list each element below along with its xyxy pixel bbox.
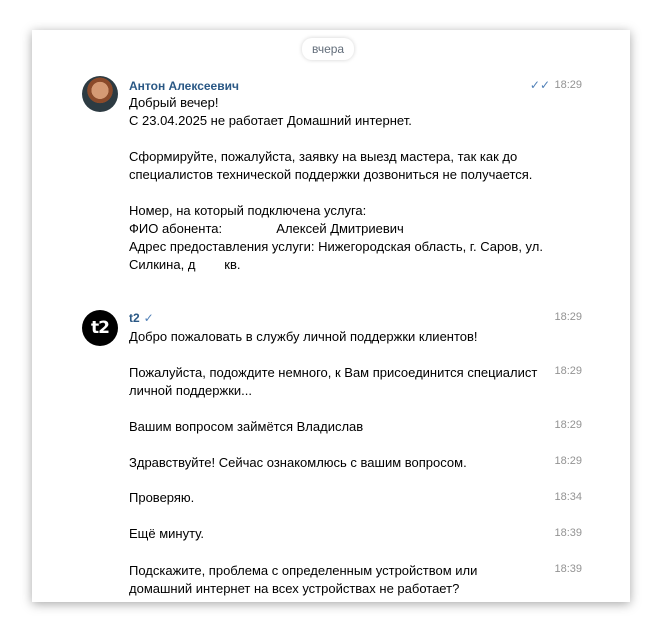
sender-name-t2[interactable]: [129, 311, 154, 325]
message-text-t2-7: Подскажите, проблема с определенным устройством или домашний интернет на всех устройствах не работает?: [129, 563, 482, 596]
message-time: 18:39: [554, 563, 582, 575]
sender-name-anton[interactable]: Антон Алексеевич: [129, 79, 239, 93]
message-time: 18:29: [554, 455, 582, 467]
avatar-t2[interactable]: t2: [82, 310, 118, 346]
message-time: 18:39: [554, 527, 582, 539]
read-ticks-icon: ✓✓: [529, 78, 550, 92]
message-time: 18:29: [554, 365, 582, 377]
message-text-t2-6: Ещё минуту.: [129, 526, 204, 541]
message-text-t2-3: Вашим вопросом займётся Владислав: [129, 419, 364, 434]
chat-history: [32, 30, 630, 602]
verified-check-icon: ✓: [143, 311, 154, 325]
message-text-t2-1: Добро пожаловать в службу личной поддержки клиентов!: [129, 329, 478, 344]
avatar-anton[interactable]: [82, 76, 118, 112]
message-time: 18:29: [554, 419, 582, 431]
message-time: 18:29: [554, 79, 582, 91]
message-text-t2-5: Проверяю.: [129, 490, 195, 505]
message-text-t2-4: Здравствуйте! Сейчас ознакомлюсь с вашим вопросом.: [129, 455, 467, 470]
date-separator: вчера: [302, 38, 354, 60]
message-time: 18:34: [554, 491, 582, 503]
message-time: 18:29: [554, 311, 582, 323]
message-text-anton: Добрый вечер! С 23.04.2025 не работает Домашний интернет. Сформируйте, пожалуйста, заявку на выезд мастера, так как до специалистов технической поддержки дозвониться не получается. Номер, на который подключена услуга: ФИО абонента: Алексей Дмитриевич Адрес предоставления услуги: Нижегородская область, г. Саров, ул. Силкина, д кв.: [129, 95, 543, 272]
message-text-t2-2: Пожалуйста, подождите немного, к Вам присоединится специалист личной поддержки...: [129, 365, 541, 398]
sender-name-t2-label: t2: [129, 311, 140, 325]
